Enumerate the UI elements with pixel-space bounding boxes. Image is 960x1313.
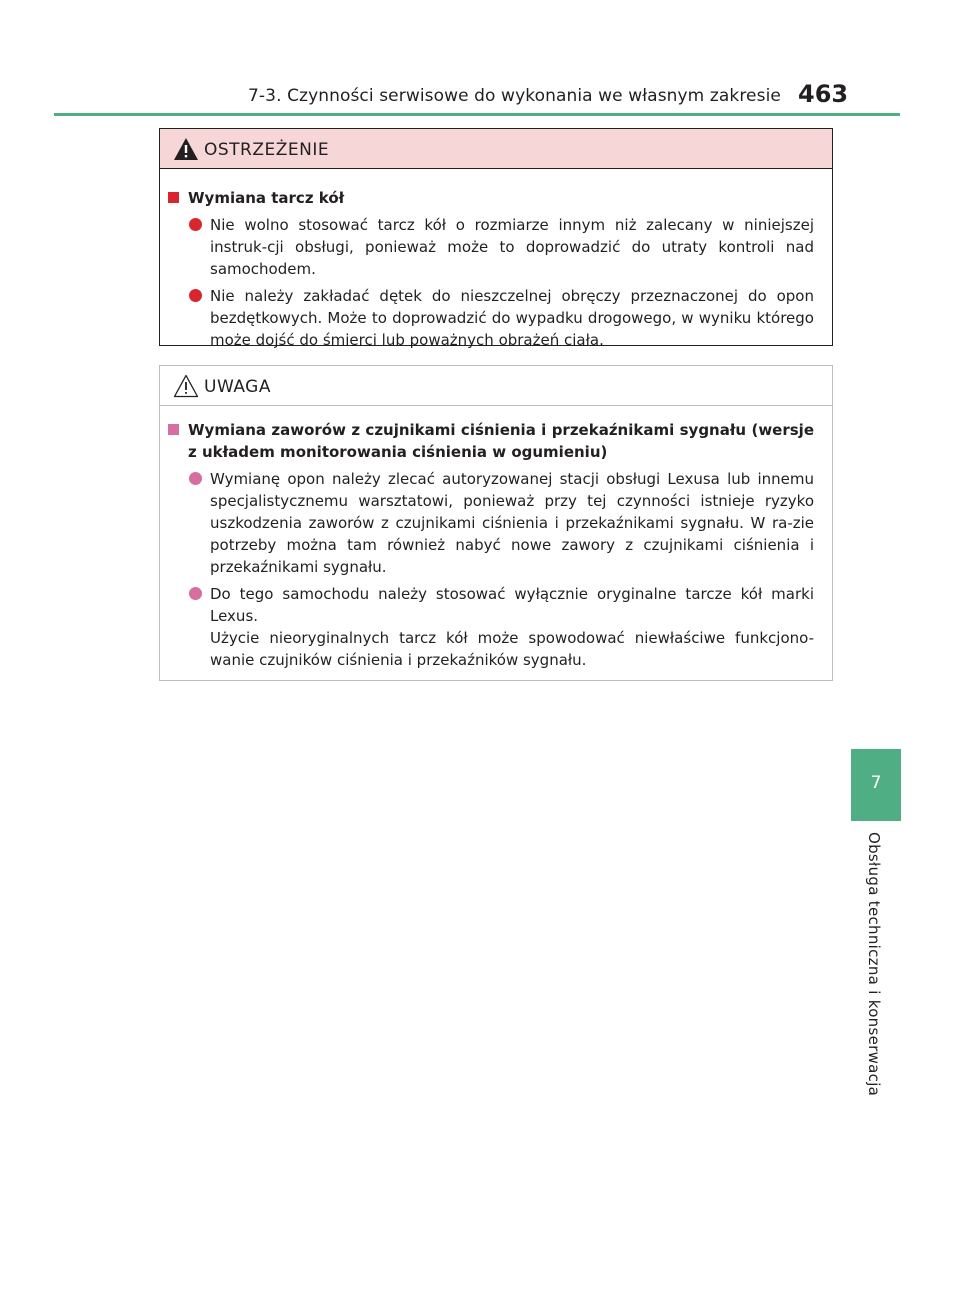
warning-box-body: [160, 187, 832, 351]
list-item-text: Wymianę opon należy zlecać autoryzowanej stacji obsługi Lexusa lub innemu specjalistycznemu warsztatowi, ponieważ przy tej czynności istnieje ryzyko uszkodzenia zaworów z czujnikami ciśnienia i przekaźnikami sygnału. W ra-zie potrzeby można tam również nabyć nowe zawory z czujnikami ciśnienia i przekaźnikami sygnału.: [210, 470, 814, 576]
notice-section-title: Wymiana zaworów z czujnikami ciśnienia i przekaźnikami sygnału (wersje z układem monitorowania ciśnienia w ogumieniu): [188, 421, 814, 461]
notice-box: [159, 365, 833, 681]
bullet-dot-icon: [189, 472, 202, 485]
notice-section-heading: [160, 419, 832, 463]
list-item-text: Do tego samochodu należy stosować wyłącznie oryginalne tarcze kół marki Lexus.: [210, 585, 814, 625]
warning-triangle-filled-icon: [173, 137, 199, 161]
section-square-icon: [168, 424, 179, 435]
list-item: [160, 583, 832, 671]
list-item-text-continued: Użycie nieoryginalnych tarcz kół może spowodować niewłaściwe funkcjono-wanie czujników ciśnienia i przekaźników sygnału.: [210, 629, 814, 669]
warning-section-title: Wymiana tarcz kół: [188, 189, 345, 207]
warning-box-title: OSTRZEŻENIE: [204, 140, 330, 160]
warning-box: [159, 128, 833, 349]
chapter-title: 7-3. Czynności serwisowe do wykonania we własnym zakresie: [248, 86, 781, 106]
chapter-side-label-text: Obsługa techniczna i konserwacja: [865, 832, 883, 1097]
list-item: [160, 285, 832, 351]
list-item-text: Nie wolno stosować tarcz kół o rozmiarze innym niż zalecany w niniejszej instruk-cji obsługi, ponieważ może to doprowadzić do utraty kontroli nad samochodem.: [210, 216, 814, 278]
warning-section-heading: [160, 187, 832, 209]
warning-box-header: [160, 129, 832, 169]
list-item: [160, 214, 832, 280]
bullet-dot-icon: [189, 587, 202, 600]
chapter-number: 7: [870, 773, 882, 793]
list-item-text: Nie należy zakładać dętek do nieszczelnej obręczy przeznaczonej do opon bezdętkowych. Może to doprowadzić do wypadku drogowego, w wyniku którego może dojść do śmierci lub poważnych obrażeń ciała.: [210, 287, 814, 349]
list-item: [160, 468, 832, 578]
chapter-side-label: [862, 832, 886, 1106]
section-square-icon: [168, 192, 179, 203]
bullet-dot-icon: [189, 289, 202, 302]
header-divider: [54, 113, 900, 116]
notice-box-title: UWAGA: [204, 377, 271, 397]
notice-box-header: [160, 366, 832, 406]
bullet-dot-icon: [189, 218, 202, 231]
warning-triangle-outline-icon: [173, 374, 199, 398]
notice-box-body: [160, 419, 832, 671]
page-number: 463: [798, 80, 849, 108]
chapter-tab: [851, 749, 901, 821]
